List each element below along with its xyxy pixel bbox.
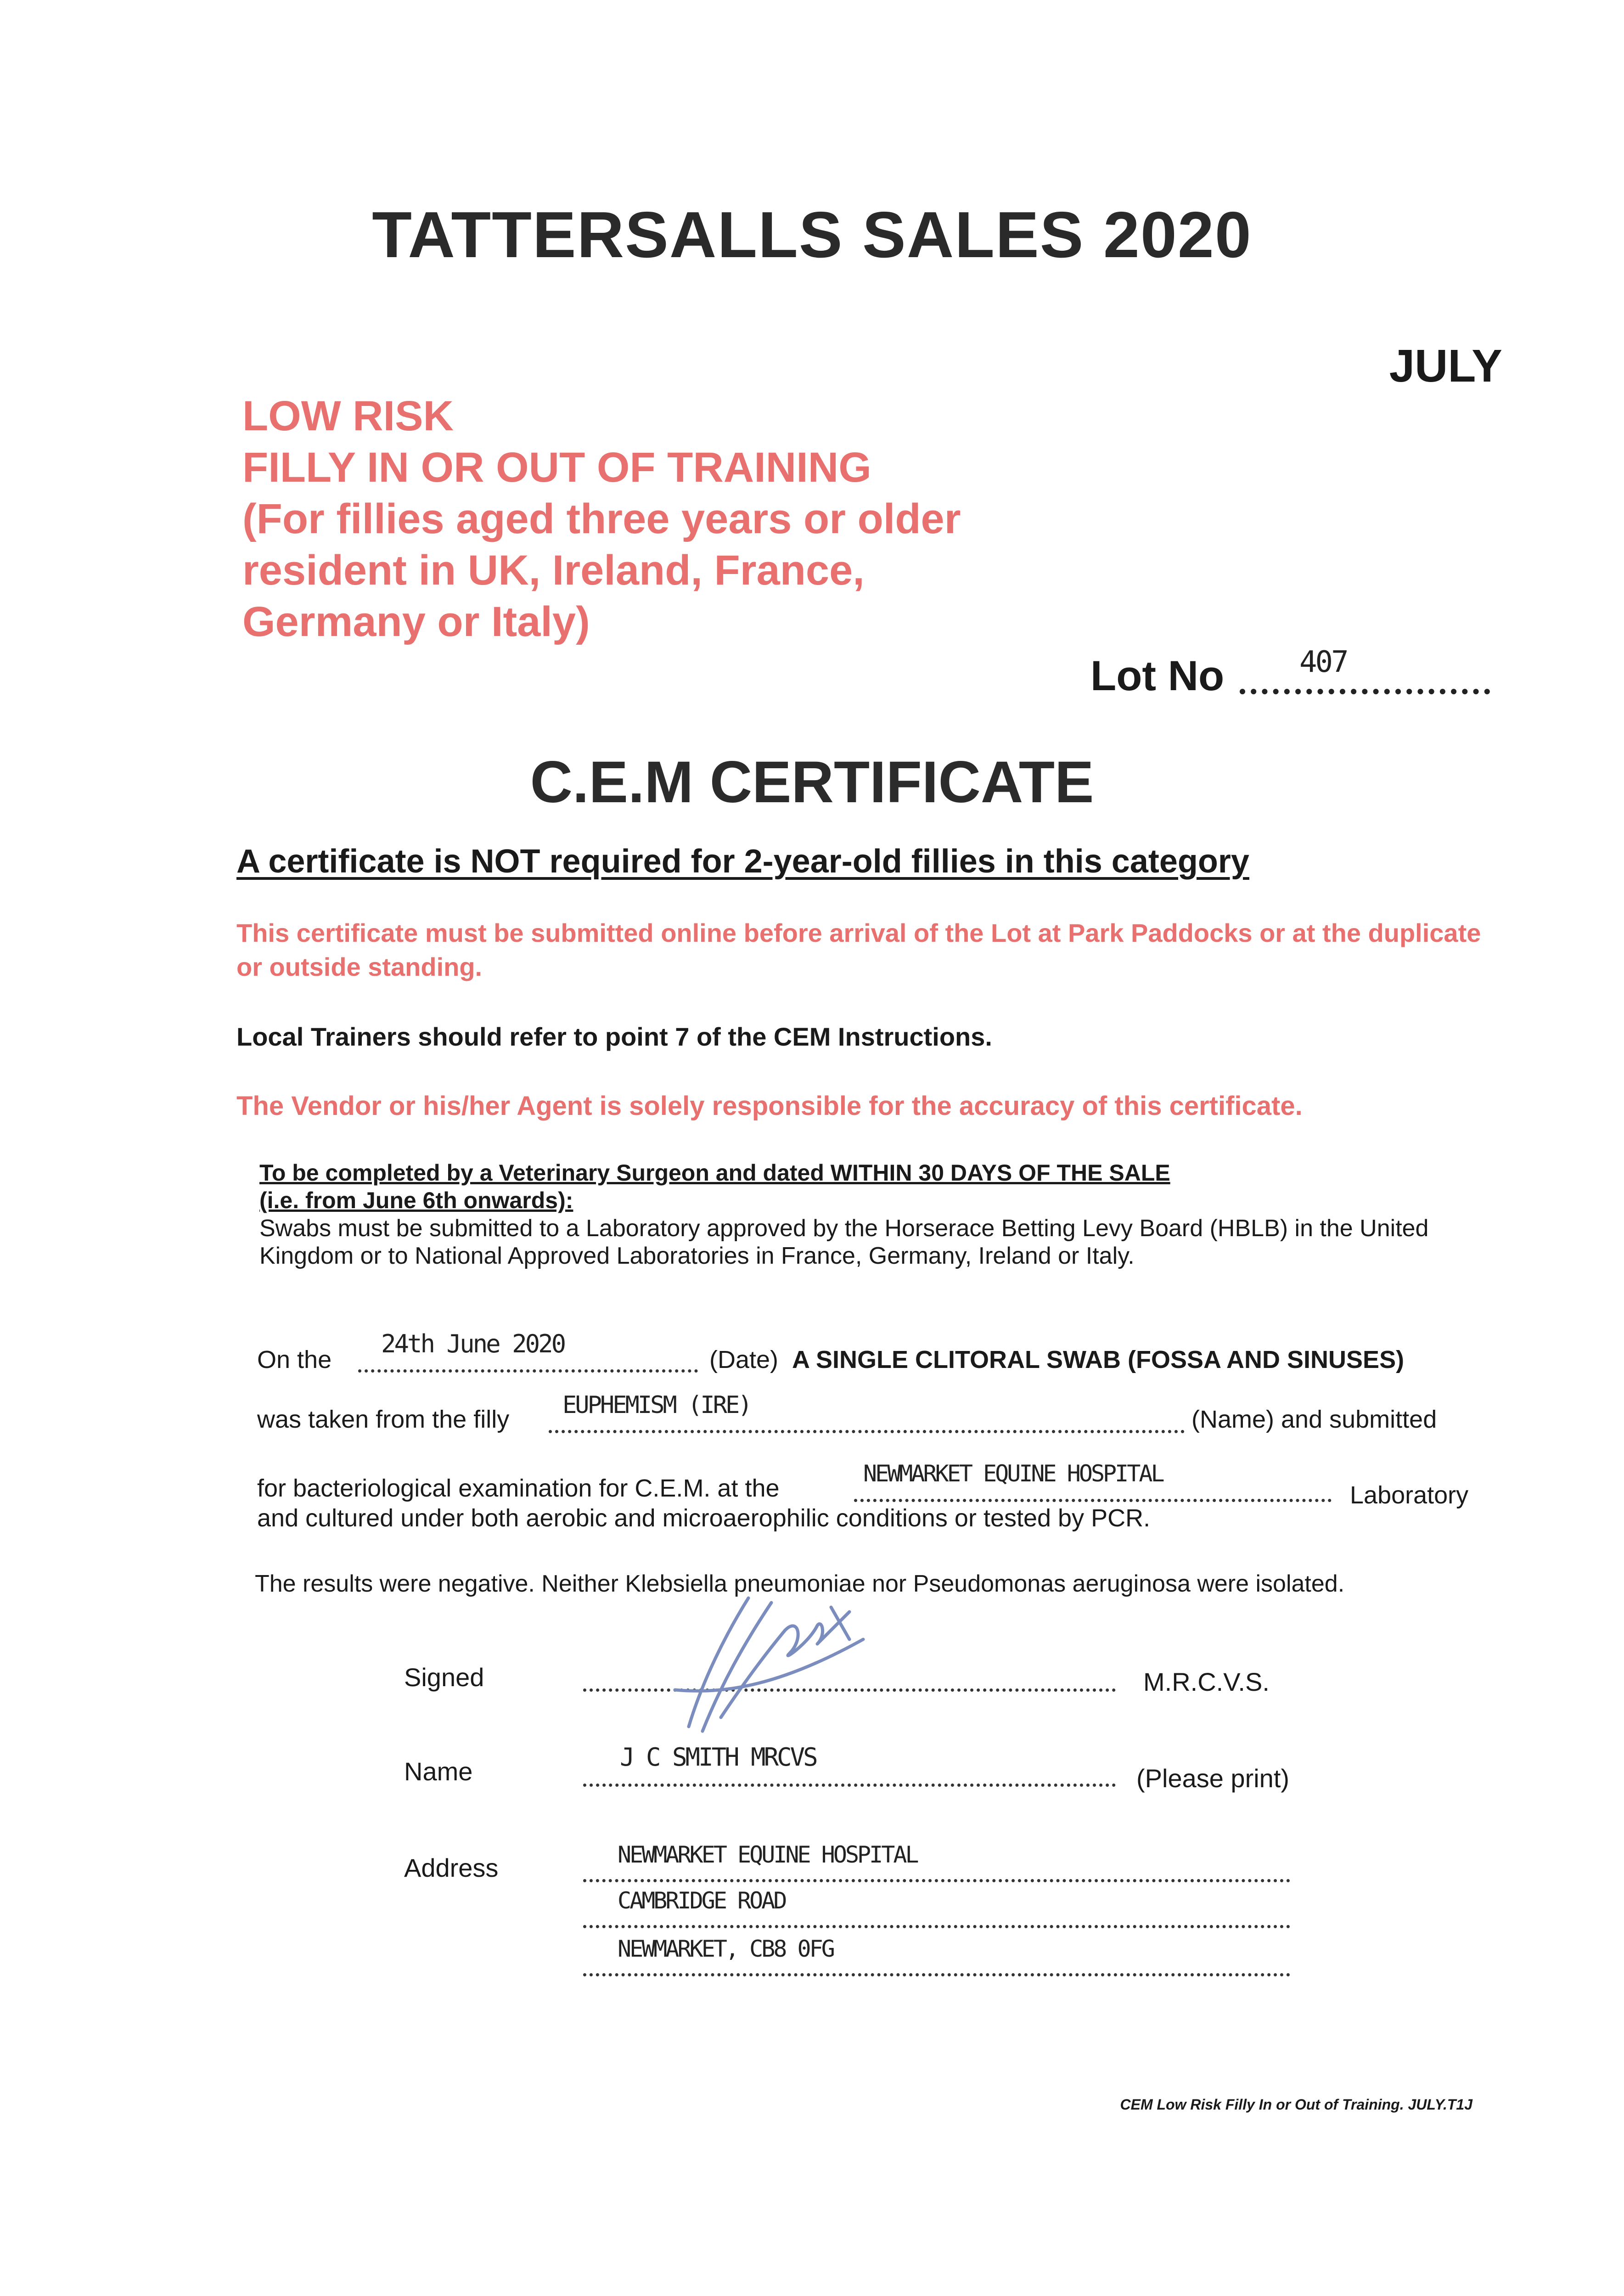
category-line: resident in UK, Ireland, France, xyxy=(242,547,865,594)
name-value: J C SMITH MRCVS xyxy=(620,1743,816,1772)
category-line: Germany or Italy) xyxy=(242,598,590,645)
taken-from-label: was taken from the filly xyxy=(257,1406,510,1433)
document-title: TATTERSALLS SALES 2020 xyxy=(372,198,1252,271)
swabs-instructions: Swabs must be submitted to a Laboratory approved by the Horserace Betting Levy Board (HBLB) in the United Kingdom or to National Approved Laboratories in France, Germany, Ireland or Italy. xyxy=(259,1215,1429,1269)
mrcvs-label: M.R.C.V.S. xyxy=(1143,1667,1270,1696)
on-the-label: On the xyxy=(257,1346,332,1373)
results-statement: The results were negative. Neither Klebsiella pneumoniae nor Pseudomonas aeruginosa were isolated. xyxy=(255,1570,1345,1597)
culture-conditions: and cultured under both aerobic and microaerophilic conditions or tested by PCR. xyxy=(257,1504,1151,1532)
date-label: (Date) xyxy=(709,1346,779,1373)
swab-type: A SINGLE CLITORAL SWAB (FOSSA AND SINUSES) xyxy=(792,1346,1405,1373)
vendor-responsibility-note: The Vendor or his/her Agent is solely responsible for the accuracy of this certificate. xyxy=(236,1091,1303,1121)
address-line-3: NEWMARKET, CB8 0FG xyxy=(618,1936,833,1962)
category-line: FILLY IN OR OUT OF TRAINING xyxy=(242,444,871,491)
sale-month: JULY xyxy=(1389,340,1502,392)
submission-note: This certificate must be submitted online before arrival of the Lot at Park Paddocks or at the duplicate or outside standing. xyxy=(236,918,1481,981)
signed-label: Signed xyxy=(404,1663,484,1692)
laboratory-value: NEWMARKET EQUINE HOSPITAL xyxy=(863,1460,1163,1487)
lot-number-field[interactable] xyxy=(1240,643,1490,694)
not-required-notice: A certificate is NOT required for 2-year-old fillies in this category xyxy=(236,843,1249,880)
filly-name-value: EUPHEMISM (IRE) xyxy=(562,1391,751,1419)
date-value: 24th June 2020 xyxy=(381,1329,565,1358)
name-submitted-label: (Name) and submitted xyxy=(1191,1406,1437,1433)
vet-section-heading-dates: (i.e. from June 6th onwards): xyxy=(259,1187,573,1213)
certificate-title: C.E.M CERTIFICATE xyxy=(530,749,1094,815)
lot-label: Lot No xyxy=(1090,653,1225,699)
vet-section-heading: To be completed by a Veterinary Surgeon and dated WITHIN 30 DAYS OF THE SALE xyxy=(259,1160,1170,1186)
address-label: Address xyxy=(404,1853,499,1882)
name-label: Name xyxy=(404,1757,473,1786)
local-trainers-note: Local Trainers should refer to point 7 of the CEM Instructions. xyxy=(236,1022,992,1051)
category-line: (For fillies aged three years or older xyxy=(242,495,961,542)
address-line-1: NEWMARKET EQUINE HOSPITAL xyxy=(618,1841,917,1868)
footer-reference: CEM Low Risk Filly In or Out of Training. JULY.T1J xyxy=(1120,2096,1472,2113)
please-print-label: (Please print) xyxy=(1136,1764,1290,1793)
category-block xyxy=(242,390,1115,647)
address-line-2: CAMBRIDGE ROAD xyxy=(618,1887,786,1914)
laboratory-label: Laboratory xyxy=(1350,1481,1469,1509)
bacteriological-exam-label: for bacteriological examination for C.E.M. at the xyxy=(257,1474,780,1502)
category-line: LOW RISK xyxy=(242,393,454,439)
handwritten-signature xyxy=(634,1580,872,1745)
lot-number-value: 407 xyxy=(1299,645,1347,679)
